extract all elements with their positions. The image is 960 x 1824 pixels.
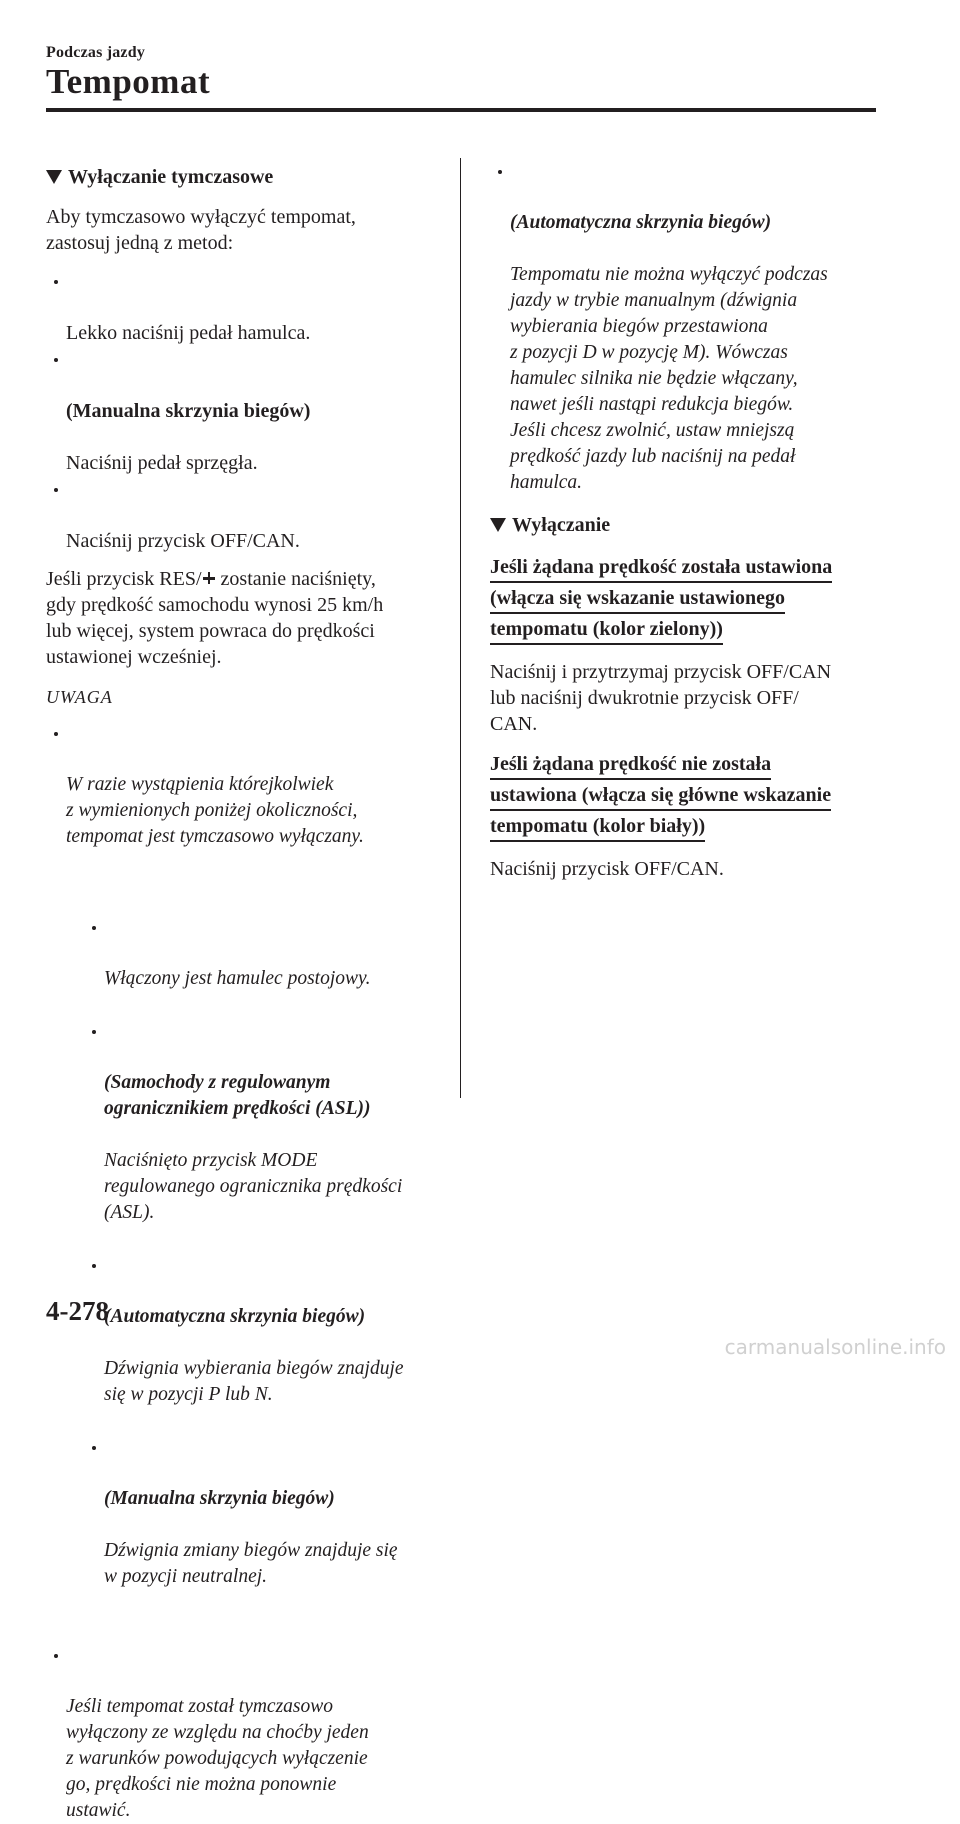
bullet-icon — [54, 488, 58, 492]
page-title: Tempomat — [46, 62, 211, 101]
bullet-icon — [498, 170, 502, 174]
res-text-after: zostanie naciśnięty, gdy prędkość samochodu wynosi 25 km/h lub więcej, system powraca do prędkości ustawionej wcześniej. — [46, 568, 384, 668]
item-text: Naciśnij przycisk OFF/CAN. — [66, 530, 300, 552]
item-label: (Automatyczna skrzynia biegów) — [104, 1306, 366, 1327]
res-text-before: Jeśli przycisk RES/ — [46, 568, 202, 590]
case2-heading-line: tempomatu (kolor biały)) — [490, 812, 705, 842]
list-item — [84, 1252, 446, 1408]
item-text: Lekko naciśnij pedał hamulca. — [66, 322, 311, 344]
intro-paragraph: Aby tymczasowo wyłączyć tempomat, zastosuj jedną z metod: — [46, 206, 356, 254]
list-item — [46, 346, 446, 476]
case1-heading-line: tempomatu (kolor zielony)) — [490, 615, 723, 645]
list-item — [84, 1434, 446, 1590]
item-text: W razie wystąpienia którejkolwiek z wymienionych poniżej okoliczności, tempomat jest tymczasowo wyłączany. — [66, 774, 364, 847]
case2-heading — [490, 749, 890, 842]
bullet-icon — [92, 1446, 96, 1450]
item-label: (Manualna skrzynia biegów) — [66, 400, 311, 422]
condition-sublist — [66, 888, 446, 1616]
item-text: Tempomatu nie można wyłączyć podczas jazdy w trybie manualnym (dźwignia wybierania biegów przestawiona z pozycji D w pozycję M). Wówczas hamulec silnika nie będzie włączany, nawet jeśli nastąpi redukcja biegów. Jeśli chcesz zwolnić, ustaw mniejszą prędkość jazdy lub naciśnij na pedał hamulca. — [510, 264, 828, 493]
footer-watermark: carmanualsonline.info — [724, 1335, 946, 1359]
res-paragraph — [46, 566, 446, 670]
case2-heading-line: Jeśli żądana prędkość nie została — [490, 750, 771, 780]
case1-heading-line: Jeśli żądana prędkość została ustawiona — [490, 553, 832, 583]
heading-temporary-off — [46, 164, 446, 190]
bullet-icon — [92, 926, 96, 930]
list-item — [46, 268, 446, 346]
bullet-icon — [54, 732, 58, 736]
bullet-icon — [54, 280, 58, 284]
case1-paragraph: Naciśnij i przytrzymaj przycisk OFF/CAN lub naciśnij dwukrotnie przycisk OFF/ CAN. — [490, 661, 832, 735]
heading-text: Wyłączanie tymczasowe — [68, 166, 274, 188]
item-text: Naciśnięto przycisk MODE regulowanego ogranicznika prędkości (ASL). — [104, 1150, 403, 1223]
note-heading: UWAGA — [46, 687, 113, 707]
list-item — [84, 1018, 446, 1226]
bullet-icon — [54, 358, 58, 362]
right-column — [490, 158, 890, 894]
method-list — [46, 268, 446, 554]
bullet-icon — [92, 1030, 96, 1034]
case1-heading-line: (włącza się wskazanie ustawionego — [490, 584, 785, 614]
page-number: 4-278 — [46, 1296, 109, 1326]
heading-text: Wyłączanie — [512, 514, 611, 536]
column-divider — [460, 158, 461, 1098]
list-item — [490, 158, 890, 496]
item-label: (Automatyczna skrzynia biegów) — [510, 212, 772, 233]
case2-paragraph: Naciśnij przycisk OFF/CAN. — [490, 858, 724, 880]
item-text: Naciśnij pedał sprzęgła. — [66, 452, 258, 474]
list-item — [84, 914, 446, 992]
list-item — [46, 720, 446, 1642]
section-label: Podczas jazdy — [46, 44, 146, 61]
triangle-marker-icon — [46, 170, 62, 184]
heading-off — [490, 512, 890, 538]
case2-heading-line: ustawiona (włącza się główne wskazanie — [490, 781, 831, 811]
item-text: Jeśli tempomat został tymczasowo wyłączony ze względu na choćby jeden z warunków powodujących wyłączenie go, prędkości nie można ponownie ustawić. — [66, 1696, 369, 1821]
left-column — [46, 158, 446, 1824]
list-item — [46, 476, 446, 554]
case1-heading — [490, 552, 890, 645]
plus-icon — [203, 572, 215, 584]
item-text: Dźwignia zmiany biegów znajduje się w pozycji neutralnej. — [104, 1540, 398, 1587]
item-text: Dźwignia wybierania biegów znajduje się w pozycji P lub N. — [104, 1358, 404, 1405]
bullet-icon — [92, 1264, 96, 1268]
bullet-icon — [54, 1654, 58, 1658]
item-label: (Manualna skrzynia biegów) — [104, 1488, 335, 1509]
triangle-marker-icon — [490, 518, 506, 532]
item-text: Włączony jest hamulec postojowy. — [104, 968, 371, 989]
note-continuation — [490, 158, 890, 496]
list-item — [46, 1642, 446, 1824]
item-label: (Samochody z regulowanym ogranicznikiem prędkości (ASL)) — [104, 1072, 371, 1119]
header-rule — [46, 108, 876, 112]
note-list — [46, 720, 446, 1824]
